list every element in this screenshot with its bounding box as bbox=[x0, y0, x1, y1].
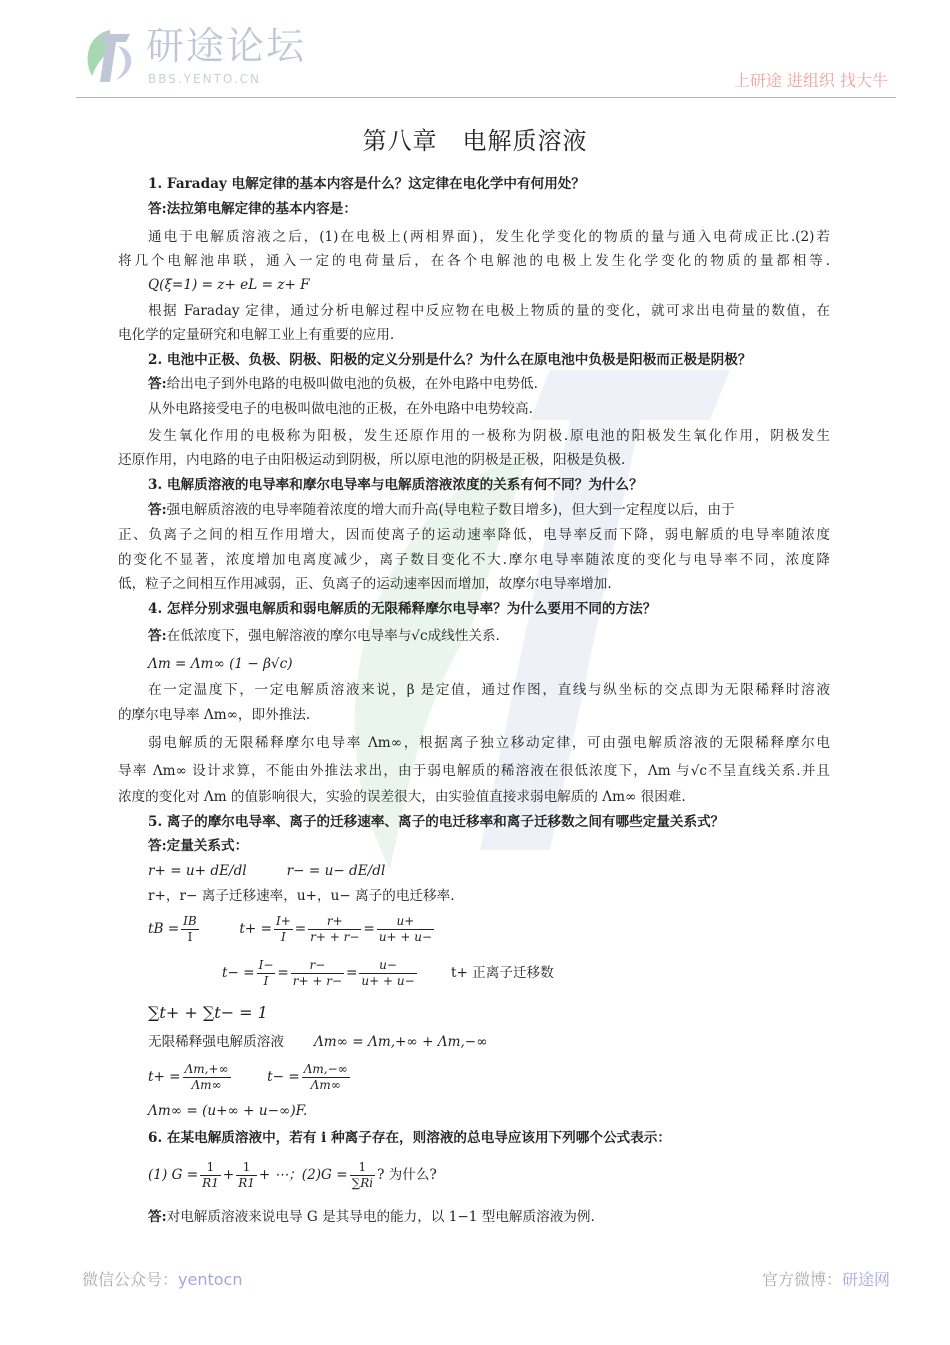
eq-label: t+ = bbox=[148, 1069, 181, 1085]
numerator: Λm,−∞ bbox=[303, 1062, 348, 1076]
answer-text: 对电解质溶液来说电导 G 是其导电的能力，以 1−1 型电解质溶液为例. bbox=[166, 1209, 595, 1225]
paragraph: 导率 Λm∞ 设计求算，不能由外推法求出，由于弱电解质的稀溶液在很低浓度下，Λm 与√c不呈直线关系.并且 bbox=[118, 763, 830, 779]
question-2: 2. 电池中正极、负极、阴极、阳极的定义分别是什么？为什么在原电池中负极是阳极而正极是阴极？ bbox=[148, 352, 752, 368]
footer-weibo bbox=[762, 1270, 890, 1290]
denominator: R1 bbox=[202, 1176, 219, 1190]
fraction bbox=[236, 1160, 257, 1191]
paragraph: 的摩尔电导率 Λm∞，即外推法. bbox=[118, 707, 311, 723]
paragraph: 根据 Faraday 定律，通过分析电解过程中反应物在电极上物质的量的变化，就可求出电荷量的数值，在 bbox=[148, 303, 830, 319]
site-logo bbox=[80, 26, 340, 88]
eq-label: t− = bbox=[222, 965, 255, 981]
answer-label: 答: bbox=[148, 502, 167, 518]
answer-text: 给出电子到外电路的电极叫做电池的负极，在外电路中电势低. bbox=[166, 376, 538, 392]
fraction bbox=[257, 958, 276, 989]
denominator: R1 bbox=[238, 1176, 255, 1190]
footer-label: 官方微博： bbox=[761, 1270, 842, 1289]
wechat-id[interactable]: yentocn bbox=[178, 1270, 243, 1289]
denominator: r+ + r− bbox=[292, 974, 343, 988]
numerator: 1 bbox=[200, 1160, 221, 1176]
numerator: IB bbox=[183, 914, 197, 928]
equation-sum bbox=[148, 1002, 830, 1024]
question-5: 5. 离子的摩尔电导率、离子的迁移速率、离子的电迁移率和离子迁移数之间有哪些定量关系式？ bbox=[148, 814, 725, 830]
numerator: u+ bbox=[377, 914, 434, 930]
answer-text: 强电解质溶液的电导率随着浓度的增大而升高(导电粒子数目增多)，但大到一定程度以后，由于 bbox=[166, 502, 735, 518]
fraction bbox=[181, 914, 199, 945]
question-6: 6. 在某电解质溶液中，若有 i 种离子存在，则溶液的总电导应该用下列哪个公式表示： bbox=[148, 1130, 671, 1146]
equation bbox=[148, 654, 830, 674]
numerator: I− bbox=[258, 958, 274, 972]
fraction bbox=[359, 958, 416, 989]
answer-label: 答: bbox=[148, 628, 167, 644]
chapter-title: 第八章 电解质溶液 bbox=[362, 127, 588, 155]
denominator: Λm∞ bbox=[310, 1078, 341, 1092]
equation-t-minus: t− = $\frac{I-}{I}$ = $\frac{r-}{r+ + r-}$ = $\frac{u-}{u+ + u-}$ t+ 正离子迁移数 bbox=[222, 958, 554, 988]
denominator: I bbox=[187, 930, 193, 944]
paragraph: r+，r− 离子迁移速率，u+，u− 离子的电迁移率. bbox=[148, 888, 455, 904]
answer-2 bbox=[148, 374, 830, 394]
numerator: r− bbox=[291, 958, 344, 974]
equation-row bbox=[148, 1032, 830, 1052]
kohlrausch-equation: Λm = Λm∞ (1 − β√c) bbox=[148, 656, 293, 672]
logo-mark-icon bbox=[80, 26, 140, 86]
equation-r-minus: r− = u− dE/dl bbox=[286, 863, 386, 879]
denominator: Λm∞ bbox=[191, 1078, 222, 1092]
answer-4 bbox=[148, 626, 830, 646]
equation bbox=[148, 1101, 830, 1121]
paragraph: 电化学的定量研究和电解工业上有重要的应用. bbox=[118, 327, 395, 343]
paragraph: 将几个电解池串联，通入一定的电荷量后，在各个电解池的电极上发生化学变化的物质的量都相等. bbox=[118, 253, 830, 269]
numerator: 1 bbox=[350, 1160, 375, 1176]
label: 无限稀释强电解质溶液 bbox=[148, 1034, 284, 1050]
answer-1-intro bbox=[148, 199, 830, 219]
answer-label: 答: bbox=[148, 376, 167, 392]
logo-text: 研途论坛 bbox=[146, 24, 307, 68]
answer-3 bbox=[148, 500, 830, 520]
numerator: r+ bbox=[308, 914, 361, 930]
equation bbox=[148, 861, 830, 881]
fraction bbox=[350, 1160, 375, 1191]
equation bbox=[148, 275, 830, 295]
logo-url: BBS.YENTO.CN bbox=[148, 72, 262, 86]
fraction bbox=[308, 914, 361, 945]
equation-transference: tB = $\frac{IB}{I}$ t+ = $\frac{I+}{I}$ = $\frac{r+}{r+ + r-}$ = $\frac{u+}{u+ + u-}$ bbox=[148, 914, 433, 944]
denominator: u+ + u− bbox=[361, 974, 415, 988]
equation-options: (1) G = $\frac{1}{R1}$ + $\frac{1}{R1}$ + ⋯；(2)G = $\frac{1}{\sum Ri}$ ? 为什么? bbox=[148, 1160, 437, 1190]
answer-5 bbox=[148, 836, 830, 856]
answer-6 bbox=[148, 1207, 830, 1227]
answer-text: 法拉第电解定律的基本内容是： bbox=[166, 201, 357, 217]
footer-wechat bbox=[82, 1270, 242, 1290]
fraction bbox=[377, 914, 434, 945]
eq-label: (1) G = bbox=[148, 1167, 199, 1183]
denominator: I bbox=[280, 930, 286, 944]
header-divider bbox=[76, 97, 896, 98]
equation-row bbox=[148, 1060, 830, 1094]
answer-text: 定量关系式： bbox=[166, 838, 249, 854]
header-slogan: 上研途 进组织 找大牛 bbox=[733, 71, 888, 90]
eq-label: t− = bbox=[267, 1069, 300, 1085]
denominator: I bbox=[263, 974, 269, 988]
paragraph: 低，粒子之间相互作用减弱，正、负离子的运动速率因而增加，故摩尔电导率增加. bbox=[118, 576, 612, 592]
eq-label: t+ = bbox=[239, 921, 272, 937]
footer-label: 微信公众号： bbox=[82, 1270, 179, 1289]
paragraph: 正、负离子之间的相互作用增大，因而使离子的运动速率降低，电导率反而下降，弱电解质的电导率随浓度 bbox=[118, 527, 830, 543]
denominator: ∑Ri bbox=[351, 1176, 374, 1190]
numerator: 1 bbox=[236, 1160, 257, 1176]
denominator: u+ + u− bbox=[378, 930, 433, 944]
note: t+ 正离子迁移数 bbox=[451, 965, 554, 981]
fraction bbox=[274, 914, 293, 945]
faraday-equation: Q(ξ=1) = z+ eL = z+ F bbox=[148, 277, 310, 293]
paragraph: 的变化不显著，浓度增加电离度减少，离子数目变化不大.摩尔电导率随浓度的变化与电导率不同，浓度降 bbox=[118, 552, 830, 568]
paragraph: 发生氧化作用的电极称为阳极，发生还原作用的一极称为阴极.原电池的阳极发生氧化作用，阴极发生 bbox=[148, 428, 830, 444]
numerator: I+ bbox=[275, 914, 291, 928]
paragraph: 通电于电解质溶液之后，(1)在电极上(两相界面)，发生化学变化的物质的量与通入电荷成正比.(2)若 bbox=[148, 229, 830, 245]
question-1: 1. Faraday 电解定律的基本内容是什么？这定律在电化学中有何用处？ bbox=[148, 176, 585, 192]
fraction bbox=[183, 1062, 231, 1093]
fraction bbox=[200, 1160, 221, 1191]
eq-label: tB = bbox=[148, 921, 180, 937]
answer-text: 在低浓度下，强电解溶液的摩尔电导率与√c成线性关系. bbox=[166, 628, 500, 644]
question-3: 3. 电解质溶液的电导率和摩尔电导率与电解质溶液浓度的关系有何不同？为什么？ bbox=[148, 477, 643, 493]
denominator: r+ + r− bbox=[310, 930, 360, 944]
equation-r-plus: r+ = u+ dE/dl bbox=[148, 863, 247, 879]
paragraph: 浓度的变化对 Λm 的值影响很大，实验的误差很大，由实验值直接求弱电解质的 Λm∞ 很困难. bbox=[118, 789, 686, 805]
weibo-link[interactable]: 研途网 bbox=[841, 1270, 890, 1289]
paragraph: 从外电路接受电子的电极叫做电池的正极，在外电路中电势较高. bbox=[148, 401, 533, 417]
paragraph: 弱电解质的无限稀释摩尔电导率 Λm∞，根据离子独立移动定律，可由强电解质溶液的无限稀释摩尔电 bbox=[148, 735, 830, 751]
eq-text: ? 为什么? bbox=[377, 1167, 437, 1183]
question-4: 4. 怎样分别求强电解质和弱电解质的无限稀释摩尔电导率？为什么要用不同的方法？ bbox=[148, 601, 657, 617]
answer-label: 答: bbox=[148, 201, 167, 217]
answer-label: 答: bbox=[148, 838, 167, 854]
numerator: u− bbox=[359, 958, 416, 974]
paragraph: 还原作用，内电路的电子由阳极运动到阴极，所以原电池的阴极是正极，阳极是负极. bbox=[118, 452, 626, 468]
eq-text: + ⋯；(2)G = bbox=[258, 1167, 348, 1183]
sum-equation: ∑t+ + ∑t− = 1 bbox=[148, 1003, 268, 1022]
equation: Λm∞ = Λm,+∞ + Λm,−∞ bbox=[313, 1034, 488, 1050]
equation: Λm∞ = (u+∞ + u−∞)F. bbox=[148, 1103, 308, 1119]
answer-label: 答: bbox=[148, 1209, 167, 1225]
paragraph: 在一定温度下，一定电解质溶液来说，β 是定值，通过作图，直线与纵坐标的交点即为无限稀释时溶液 bbox=[148, 682, 830, 698]
fraction bbox=[291, 958, 344, 989]
fraction bbox=[302, 1062, 350, 1093]
numerator: Λm,+∞ bbox=[184, 1062, 229, 1076]
